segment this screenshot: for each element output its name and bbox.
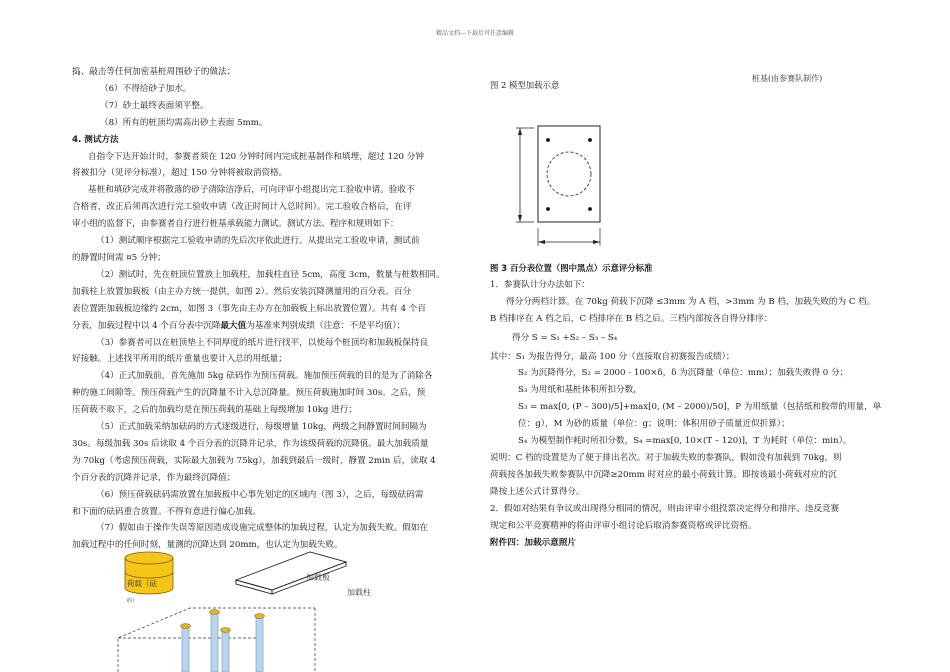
section-heading: 4. 测试方法 <box>72 134 119 145</box>
pile-label: 桩基(由参赛队制作) <box>752 74 823 83</box>
text-line: 合格者，改正后须再次进行完工验收申请（改正时间计入总时间）。完工验收合格后，在评 <box>72 202 412 213</box>
dial-gauge-diagram <box>508 116 618 256</box>
pile-icon <box>255 614 265 672</box>
pile-icon <box>210 610 220 672</box>
text-line: 为 70kg（考虑预压荷载，实际最大加载为 75kg），加载到最后一级时，静置 2min 后，读取 4 <box>72 455 436 466</box>
text-line: （5）正式加载采纳加砝码的方式逐级进行，每级增量 10kg，两级之间静置时间间隔为 <box>96 422 427 433</box>
weight-label-2: 码） <box>127 598 138 604</box>
text-line: 得分分两档计算。在 70kg 荷载下沉降 ≤3mm 为 A 档，>3mm 为 B 档，加载失败的为 C 档。 <box>506 296 876 307</box>
appendix-heading: 附件四：加载示意照片 <box>490 537 576 548</box>
weight-label: 荷载（砝 <box>127 579 157 588</box>
text-line: 1．参赛队计分办法如下： <box>490 279 590 290</box>
text-line: （2）测试时，先在桩顶位置放上加载柱，加载柱直径 5cm，高度 3cm，数量与桩数相同。 <box>96 269 445 280</box>
text-line: 好接触。上述找平所用的纸片重量也要计入总的用纸量； <box>72 354 287 365</box>
text-line: 压荷载不取下，之后的加载均是在预压荷载的基础上每级增加 10kg 进行； <box>72 405 357 416</box>
text-line: （6）预压荷载砝码需放置在加载板中心事先划定的区域内（图 3），之后，每级砝码需 <box>96 489 424 500</box>
arrow-left-icon <box>538 240 545 244</box>
text-line: 个百分表的沉降并记录，作为最终沉降值； <box>72 472 236 483</box>
gauge-point <box>588 207 592 211</box>
text-line: 其中：S₁ 为报告得分，最高 100 分（直接取自初赛报告成绩）； <box>490 351 735 362</box>
text-line: 审小组的监督下，由参赛者自行进行桩基承载能力测试。测试方法、程序和规则如下： <box>72 219 399 230</box>
fig2-caption: 图 2 模型加载示意 <box>490 80 560 90</box>
left-column <box>72 64 464 554</box>
pile-icon <box>181 624 191 672</box>
text-line: 捣、敲击等任何加密基桩周围砂子的做法； <box>72 67 236 77</box>
text-line: 基桩和填砂完成并将散落的砂子清除洁净后，可向评审小组提出完工验收申请。验收不 <box>88 185 415 196</box>
text-line: （7）砂土最终表面须平整。 <box>100 100 209 111</box>
gauge-point <box>546 207 550 211</box>
column-label: 加载柱 <box>347 588 371 597</box>
text-line: （3）参赛者可以在桩顶垫上不同厚度的纸片进行找平，以使每个桩顶均和加载板保持良 <box>96 337 429 348</box>
loading-illustration <box>110 548 390 672</box>
text-line: 将被扣分（见评分标准），超过 150 分钟将被取消资格。 <box>72 168 288 179</box>
formula-line: 得分 S = S₁ +S₂ – S₃ – S₄ <box>512 332 618 343</box>
text-span: 为基准来判别成绩（注意：不是平均值）； <box>246 320 406 331</box>
text-line: 说明：C 档的设置是为了便于排出名次。对于加载失败的参赛队，假如没有加载到 70kg，则 <box>490 452 842 463</box>
arrow-down-icon <box>518 215 522 222</box>
text-line: S₃ 为用纸和基桩体积所扣分数， <box>518 385 642 396</box>
right-column <box>490 260 890 551</box>
text-span: 分表，加载过程中以 4 个百分表中沉降 <box>72 320 221 331</box>
text-line: （4）正式加载前，首先施加 5kg 砝码作为预压荷载。施加预压荷载的目的是为了消除各 <box>96 371 433 382</box>
arrow-right-icon <box>593 240 600 244</box>
text-line: 位：g），M 为砂的质量（单位：g；说明：体积用砂子质量近似折算）； <box>518 419 790 430</box>
text-line: 加载过程中的任何时刻，量测的沉降达到 20mm，也认定为加载失败。 <box>72 540 343 551</box>
text-line: S₃ = max[0, (P – 300)/5]+max[0, (M – 2000)/50]，P 为用纸量（包括纸和胶带的用量，单 <box>518 402 882 413</box>
text-line: （6）不得给砂子加水。 <box>100 83 192 94</box>
text-line: S₄ 为模型制作耗时所扣分数，S₄ =max[0, 10×(T – 120)]，T 为耗时（单位：min）。 <box>518 436 852 447</box>
loading-area-circle <box>547 152 591 196</box>
text-line: 加载柱上放置加载板（由主办方统一提供，如图 2）。然后安装沉降测量用的百分表。百分 <box>72 286 412 297</box>
text-line: （8）所有的桩顶均需高出砂土表面 5mm。 <box>100 117 268 128</box>
text-line: 自指令下达开始计时，参赛者须在 120 分钟时间内完成桩基制作和填埋，超过 120 分钟 <box>88 151 424 162</box>
text-line: 表位置距加载板边缘约 2cm，如图 3（事先由主办方在加载板上标出放置位置）。共有 4 个百 <box>72 303 426 314</box>
text-line: 和下面的砝码重合放置。不得有意进行偏心加载。 <box>72 506 262 517</box>
text-line: 30s。每级加载 30s 后读取 4 个百分表的沉降并记录，作为该级荷载的沉降值。最大加载质量 <box>72 438 429 449</box>
text-line: B 档排序在 A 档之后，C 档排序在 B 档之后。三档内部按各自得分排序： <box>490 313 773 324</box>
text-line: 2．假如对结果有争议或出现得分相同的情况，则由评审小组投票决定得分和排序。违反竞赛 <box>490 503 840 514</box>
fig3-caption: 图 3 百分表位置（图中黑点）示意评分标准 <box>490 263 653 273</box>
gauge-point <box>546 138 550 142</box>
text-line: S₂ 为沉降得分，S₂ = 2000 - 100×δ，δ 为沉降量（单位：mm）；加载失败得 0 分； <box>518 368 849 379</box>
text-line: 规定和公平竞赛精神的将由评审小组讨论后取消参赛资格或评比资格。 <box>490 520 757 531</box>
gauge-point <box>588 138 592 142</box>
text-line: 荷载按各加载失败参赛队中沉降≥20mm 时对应的最小荷载计算。即按该最小荷载对应的沉 <box>490 469 837 480</box>
text-line: （7）假如由于操作失误等原因造成设施完成整体的加载过程，认定为加载失败。假如在 <box>96 523 429 534</box>
text-line: 降按上述公式计算得分。 <box>490 486 585 497</box>
text-line: （1）测试顺序根据完工验收申请的先后次序依此进行。从提出完工验收申请，测试前 <box>96 236 420 247</box>
text-line: 种的施工间隙等。预压荷载产生的沉降量不计入总沉降量。预压荷载施加时间 30s。之后，预 <box>72 388 426 399</box>
pile-icon <box>221 628 231 672</box>
text-line: 的静置时间需 ¤5 分钟； <box>72 252 166 263</box>
arrow-up-icon <box>518 128 522 135</box>
emphasis-text: 最大值 <box>220 320 247 331</box>
page-header: 精品文档---下载后可任意编辑 <box>435 30 515 37</box>
plate-label: 加载板 <box>306 573 330 582</box>
text-line <box>72 318 464 335</box>
